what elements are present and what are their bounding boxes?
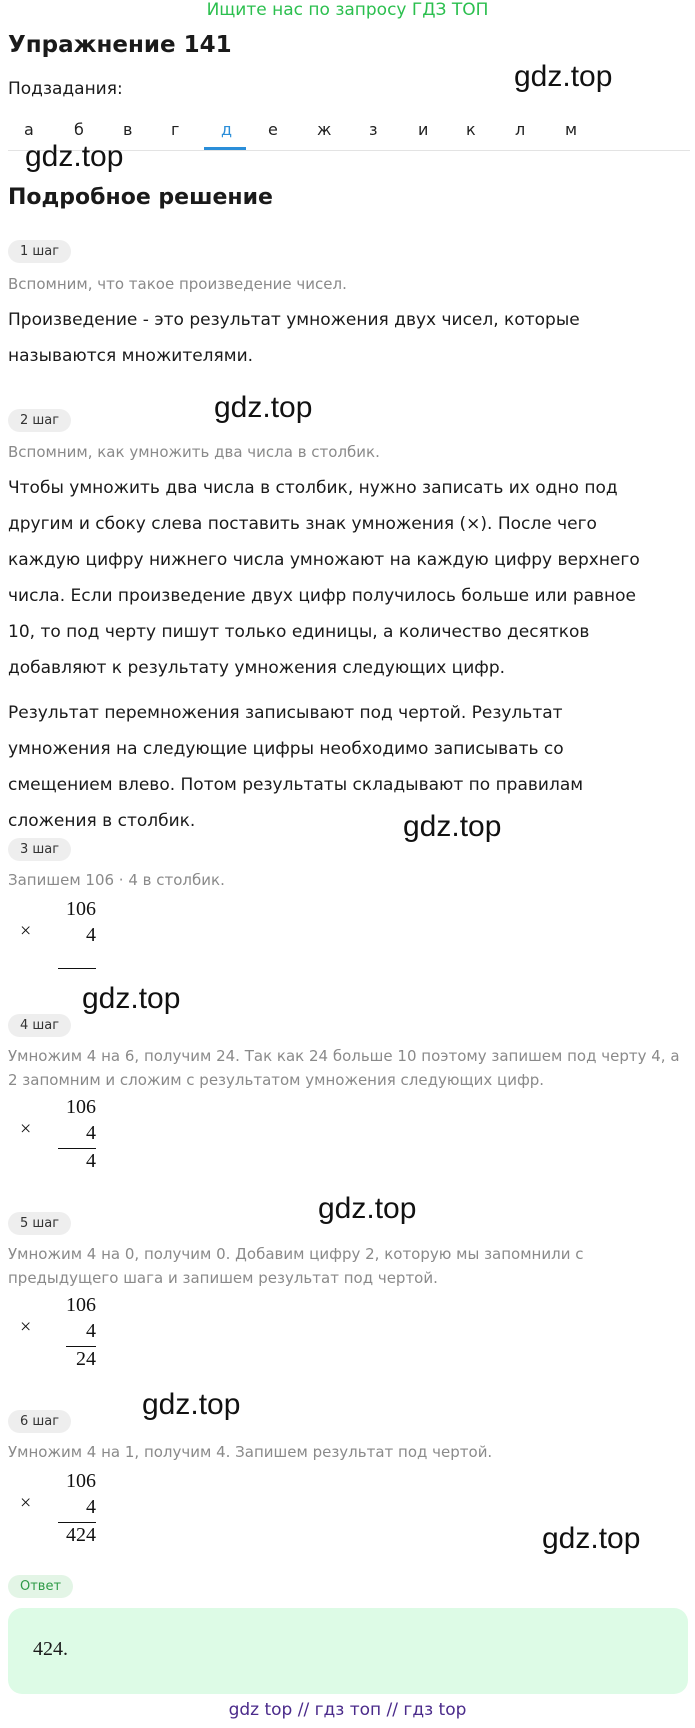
watermark: gdz.top — [403, 810, 502, 843]
subtasks-label: Подзадания: — [8, 79, 123, 99]
watermark: gdz.top — [82, 982, 181, 1015]
step-text: Чтобы умножить два числа в столбик, нужно записать их одно под другим и сбоку слева поставить знак умножения (×). После чего каждую цифру нижнего числа умножают на каждую цифру верхнего числа. Если произведение двух цифр получилось больше или равное 10, то под черту пишут только единицы, а количество десятков добавляют к результату умножения следующих цифр. — [8, 478, 640, 678]
times-sign: × — [20, 920, 32, 942]
divider-line — [66, 1346, 96, 1347]
tab-v[interactable]: в — [123, 120, 133, 139]
tab-i[interactable]: и — [418, 120, 429, 139]
step-badge: 1 шаг — [8, 240, 71, 263]
column-multiplication — [8, 1470, 128, 1550]
tab-z[interactable]: з — [369, 120, 378, 139]
divider-line — [58, 968, 96, 969]
step-badge: 5 шаг — [8, 1212, 71, 1235]
multiplicand: 106 — [66, 898, 96, 920]
step-hint: Запишем 106 · 4 в столбик. — [8, 871, 225, 889]
tab-g[interactable]: г — [171, 120, 180, 139]
answer-badge: Ответ — [8, 1575, 73, 1598]
step-hint: Вспомним, как умножить два числа в столбик. — [8, 443, 380, 461]
step-hint: Умножим 4 на 0, получим 0. Добавим цифру 2, которую мы запомнили с предыдущего шага и запишем результат под чертой. — [8, 1245, 584, 1287]
step-badge: 4 шаг — [8, 1014, 71, 1037]
step-badge: 2 шаг — [8, 409, 71, 432]
footer-links[interactable]: gdz top // гдз топ // гдз top — [228, 1700, 467, 1720]
step-text: Результат перемножения записывают под чертой. Результат умножения на следующие цифры необходимо записывать со смещением влево. Потом результаты складывают по правилам сложения в столбик. — [8, 703, 584, 831]
multiplier: 4 — [86, 1320, 96, 1342]
column-multiplication — [8, 1096, 128, 1176]
partial-result: 24 — [76, 1348, 96, 1370]
times-sign: × — [20, 1316, 32, 1338]
tab-m[interactable]: м — [565, 120, 578, 139]
step-text: Произведение - это результат умножения двух чисел, которые называются множителями. — [8, 310, 580, 366]
watermark: gdz.top — [25, 140, 124, 173]
divider-line — [58, 1522, 96, 1523]
watermark: gdz.top — [542, 1522, 641, 1555]
multiplier: 4 — [86, 1122, 96, 1144]
step-hint: Умножим 4 на 1, получим 4. Запишем результат под чертой. — [8, 1443, 493, 1461]
step-hint: Вспомним, что такое произведение чисел. — [8, 275, 347, 293]
times-sign: × — [20, 1492, 32, 1514]
tab-l[interactable]: л — [515, 120, 526, 139]
column-multiplication — [8, 1294, 128, 1374]
tab-zh[interactable]: ж — [317, 120, 332, 139]
answer-value: 424. — [33, 1638, 68, 1660]
multiplier: 4 — [86, 924, 96, 946]
watermark: gdz.top — [318, 1192, 417, 1225]
partial-result: 4 — [86, 1150, 96, 1172]
answer-box — [8, 1608, 688, 1694]
active-tab-indicator — [204, 147, 246, 150]
tab-d[interactable]: д — [221, 120, 233, 139]
divider-line — [58, 1148, 96, 1149]
tab-a[interactable]: а — [24, 120, 34, 139]
tab-k[interactable]: к — [466, 120, 476, 139]
watermark: gdz.top — [214, 391, 313, 424]
watermark: gdz.top — [142, 1388, 241, 1421]
column-multiplication — [8, 898, 128, 976]
final-result: 424 — [66, 1524, 96, 1546]
watermark: gdz.top — [514, 60, 613, 93]
tab-e[interactable]: е — [268, 120, 278, 139]
times-sign: × — [20, 1118, 32, 1140]
multiplicand: 106 — [66, 1470, 96, 1492]
step-badge: 6 шаг — [8, 1410, 71, 1433]
multiplicand: 106 — [66, 1096, 96, 1118]
promo-banner: Ищите нас по запросу ГДЗ ТОП — [206, 0, 489, 20]
step-hint: Умножим 4 на 6, получим 24. Так как 24 больше 10 поэтому запишем под черту 4, а 2 запомним и сложим с результатом умножения следующих цифр. — [8, 1047, 680, 1089]
solution-heading: Подробное решение — [8, 185, 273, 210]
step-badge: 3 шаг — [8, 838, 71, 861]
tab-b[interactable]: б — [74, 120, 84, 139]
multiplicand: 106 — [66, 1294, 96, 1316]
multiplier: 4 — [86, 1496, 96, 1518]
page-title: Упражнение 141 — [8, 32, 232, 58]
